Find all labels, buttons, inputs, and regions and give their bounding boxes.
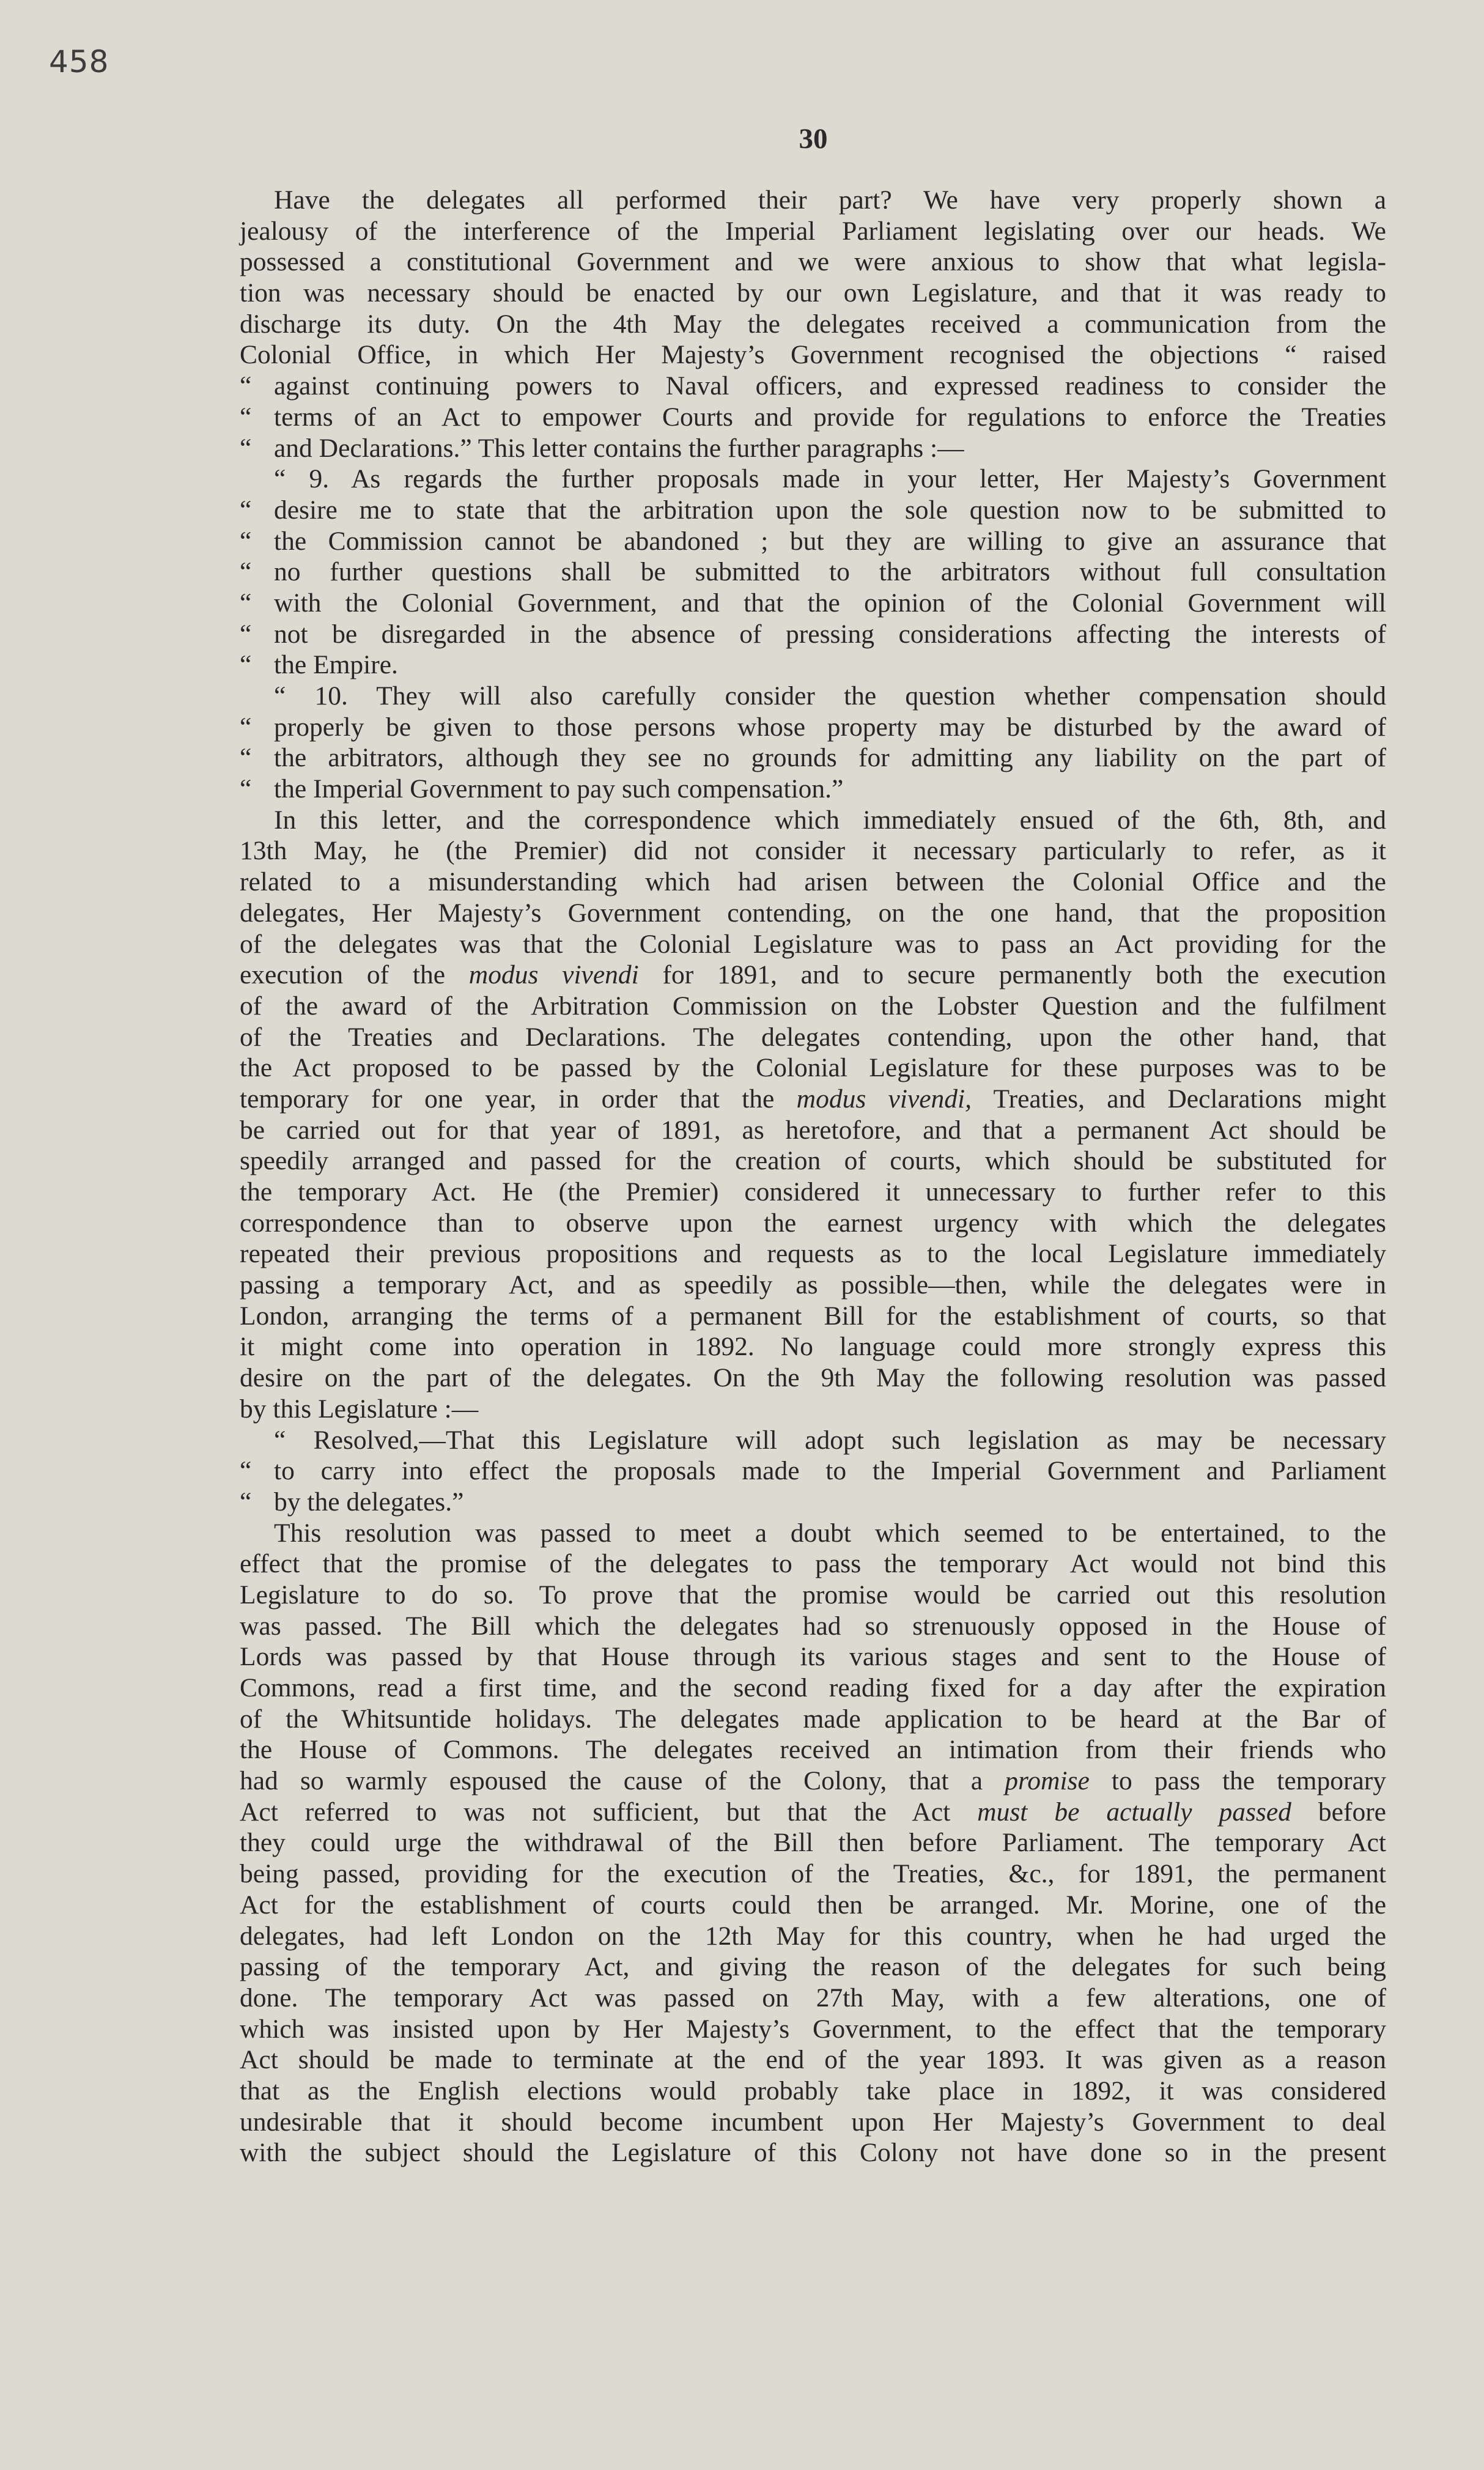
text-line: delegates, had left London on the 12th May for this country, when he had urged the (240, 1921, 1386, 1951)
text-line: it might come into operation in 1892. No language could more strongly express this (240, 1332, 1386, 1362)
text-line (240, 588, 1386, 619)
body-text (240, 185, 1386, 2169)
text-line: effect that the promise of the delegates to pass the temporary Act would not bind this (240, 1549, 1386, 1579)
text-line: they could urge the withdrawal of the Bill then before Parliament. The temporary Act (240, 1828, 1386, 1858)
quote-mark: “ (240, 650, 252, 680)
text-line: discharge its duty. On the 4th May the delegates received a communication from the (240, 309, 1386, 339)
text-line: the Act proposed to be passed by the Colonial Legislature for these purposes was to be (240, 1053, 1386, 1083)
text-line: of the Whitsuntide holidays. The delegates made application to be heard at the Bar of (240, 1704, 1386, 1734)
text-line: Lords was passed by that House through its various stages and sent to the House of (240, 1642, 1386, 1672)
text-line (240, 556, 1386, 588)
text-line (240, 371, 1386, 402)
text-line: related to a misunderstanding which had arisen between the Colonial Office and the (240, 867, 1386, 897)
text-line: was passed. The Bill which the delegates had so strenuously opposed in the House of (240, 1611, 1386, 1641)
text-line: be carried out for that year of 1891, as heretofore, and that a permanent Act should be (240, 1115, 1386, 1145)
text-line: Have the delegates all performed their part? We have very properly shown a (274, 185, 1386, 215)
text-line (240, 742, 1386, 774)
text-line-content: no further questions shall be submitted to the arbitrators without full consultation (274, 557, 1386, 587)
text-line: the temporary Act. He (the Premier) considered it unnecessary to further refer to this (240, 1177, 1386, 1207)
text-line (240, 1455, 1386, 1487)
text-line: Act for the establishment of courts could then be arranged. Mr. Morine, one of the (240, 1890, 1386, 1920)
text-line: London, arranging the terms of a permanent Bill for the establishment of courts, so that (240, 1301, 1386, 1331)
text-line: desire on the part of the delegates. On the 9th May the following resolution was passed (240, 1363, 1386, 1393)
text-line-content: by the delegates.” (274, 1487, 464, 1517)
text-line: This resolution was passed to meet a doubt which seemed to be entertained, to the (274, 1518, 1386, 1548)
text-line (240, 619, 1386, 650)
text-line: tion was necessary should be enacted by our own Legislature, and that it was ready to (240, 278, 1386, 308)
text-line: done. The temporary Act was passed on 27th May, with a few alterations, one of (240, 1983, 1386, 2013)
quote-mark: “ (240, 371, 252, 401)
text-line: which was insisted upon by Her Majesty’s Government, to the effect that the temporary (240, 2014, 1386, 2044)
text-line-content: not be disregarded in the absence of pressing considerations affecting the interests of (274, 619, 1386, 649)
text-line-content: with the Colonial Government, and that the opinion of the Colonial Government will (274, 588, 1386, 618)
text-line-content: terms of an Act to empower Courts and provide for regulations to enforce the Treaties (274, 402, 1386, 432)
quote-mark: “ (240, 526, 252, 556)
text-line (240, 495, 1386, 526)
text-line: “ 10. They will also carefully consider the question whether compensation should (274, 681, 1386, 711)
text-line-content: to carry into effect the proposals made to the Imperial Government and Parliament (274, 1456, 1386, 1486)
folio-number: 458 (49, 44, 109, 79)
text-line: speedily arranged and passed for the creation of courts, which should be substituted for (240, 1146, 1386, 1176)
text-line-content: desire me to state that the arbitration upon the sole question now to be submitted to (274, 495, 1386, 525)
text-line-content: the Imperial Government to pay such compensation.” (274, 774, 844, 804)
text-line: jealousy of the interference of the Imperial Parliament legislating over our heads. We (240, 216, 1386, 246)
text-line: Commons, read a first time, and the second reading fixed for a day after the expiration (240, 1673, 1386, 1703)
text-line: being passed, providing for the execution of the Treaties, &c., for 1891, the permanent (240, 1859, 1386, 1889)
text-line: the House of Commons. The delegates received an intimation from their friends who (240, 1735, 1386, 1765)
text-line (240, 1487, 1386, 1518)
text-line-content: the Commission cannot be abandoned ; but they are willing to give an assurance that (274, 526, 1386, 556)
text-line (240, 433, 1386, 464)
quote-mark: “ (240, 1487, 252, 1517)
text-line-content: the Empire. (274, 650, 398, 680)
text-line: undesirable that it should become incumbent upon Her Majesty’s Government to deal (240, 2107, 1386, 2137)
text-line: Legislature to do so. To prove that the promise would be carried out this resolution (240, 1580, 1386, 1610)
text-line: “ 9. As regards the further proposals made in your letter, Her Majesty’s Government (274, 464, 1386, 494)
text-line: passing a temporary Act, and as speedily as possible—then, while the delegates were in (240, 1270, 1386, 1300)
text-line: 13th May, he (the Premier) did not consider it necessary particularly to refer, as it (240, 836, 1386, 866)
quote-mark: “ (240, 433, 252, 463)
text-line: that as the English elections would probably take place in 1892, it was considered (240, 2076, 1386, 2106)
text-line: Colonial Office, in which Her Majesty’s Government recognised the objections “ raised (240, 340, 1386, 370)
quote-mark: “ (240, 712, 252, 742)
text-line: In this letter, and the correspondence which immediately ensued of the 6th, 8th, and (274, 805, 1386, 835)
text-line: passing of the temporary Act, and giving the reason of the delegates for such being (240, 1952, 1386, 1982)
page-number: 30 (799, 123, 828, 155)
text-line: with the subject should the Legislature of this Colony not have done so in the present (240, 2138, 1386, 2168)
text-line: temporary for one year, in order that the modus vivendi, Treaties, and Declarations might (240, 1084, 1386, 1114)
text-line (240, 774, 1386, 805)
quote-mark: “ (240, 774, 252, 804)
text-line: Act referred to was not sufficient, but that the Act must be actually passed before (240, 1797, 1386, 1827)
text-line: correspondence than to observe upon the earnest urgency with which the delegates (240, 1208, 1386, 1238)
text-line: repeated their previous propositions and requests as to the local Legislature immediately (240, 1239, 1386, 1269)
quote-mark: “ (240, 619, 252, 649)
quote-mark: “ (240, 1456, 252, 1486)
text-line-content: the arbitrators, although they see no grounds for admitting any liability on the part of (274, 743, 1386, 773)
text-line: by this Legislature :— (240, 1394, 479, 1424)
quote-mark: “ (240, 557, 252, 587)
text-line (240, 649, 1386, 681)
text-line (240, 526, 1386, 557)
text-line (240, 402, 1386, 433)
quote-mark: “ (240, 588, 252, 618)
text-line: delegates, Her Majesty’s Government contending, on the one hand, that the proposition (240, 898, 1386, 928)
text-line-content: and Declarations.” This letter contains the further paragraphs :— (274, 433, 964, 463)
text-line (240, 712, 1386, 743)
text-line-content: against continuing powers to Naval officers, and expressed readiness to consider the (274, 371, 1386, 401)
quote-mark: “ (240, 743, 252, 773)
text-line: of the delegates was that the Colonial Legislature was to pass an Act providing for the (240, 929, 1386, 959)
text-line: execution of the modus vivendi for 1891, and to secure permanently both the execution (240, 960, 1386, 990)
text-line: “ Resolved,—That this Legislature will adopt such legislation as may be necessary (274, 1425, 1386, 1455)
text-line: possessed a constitutional Government and we were anxious to show that what legisla- (240, 247, 1386, 277)
quote-mark: “ (240, 402, 252, 432)
quote-mark: “ (240, 495, 252, 525)
text-line-content: properly be given to those persons whose property may be disturbed by the award of (274, 712, 1386, 742)
text-line: of the Treaties and Declarations. The delegates contending, upon the other hand, that (240, 1022, 1386, 1052)
text-line: of the award of the Arbitration Commission on the Lobster Question and the fulfilment (240, 991, 1386, 1021)
text-line: Act should be made to terminate at the end of the year 1893. It was given as a reason (240, 2045, 1386, 2075)
text-line: had so warmly espoused the cause of the Colony, that a promise to pass the temporary (240, 1766, 1386, 1796)
